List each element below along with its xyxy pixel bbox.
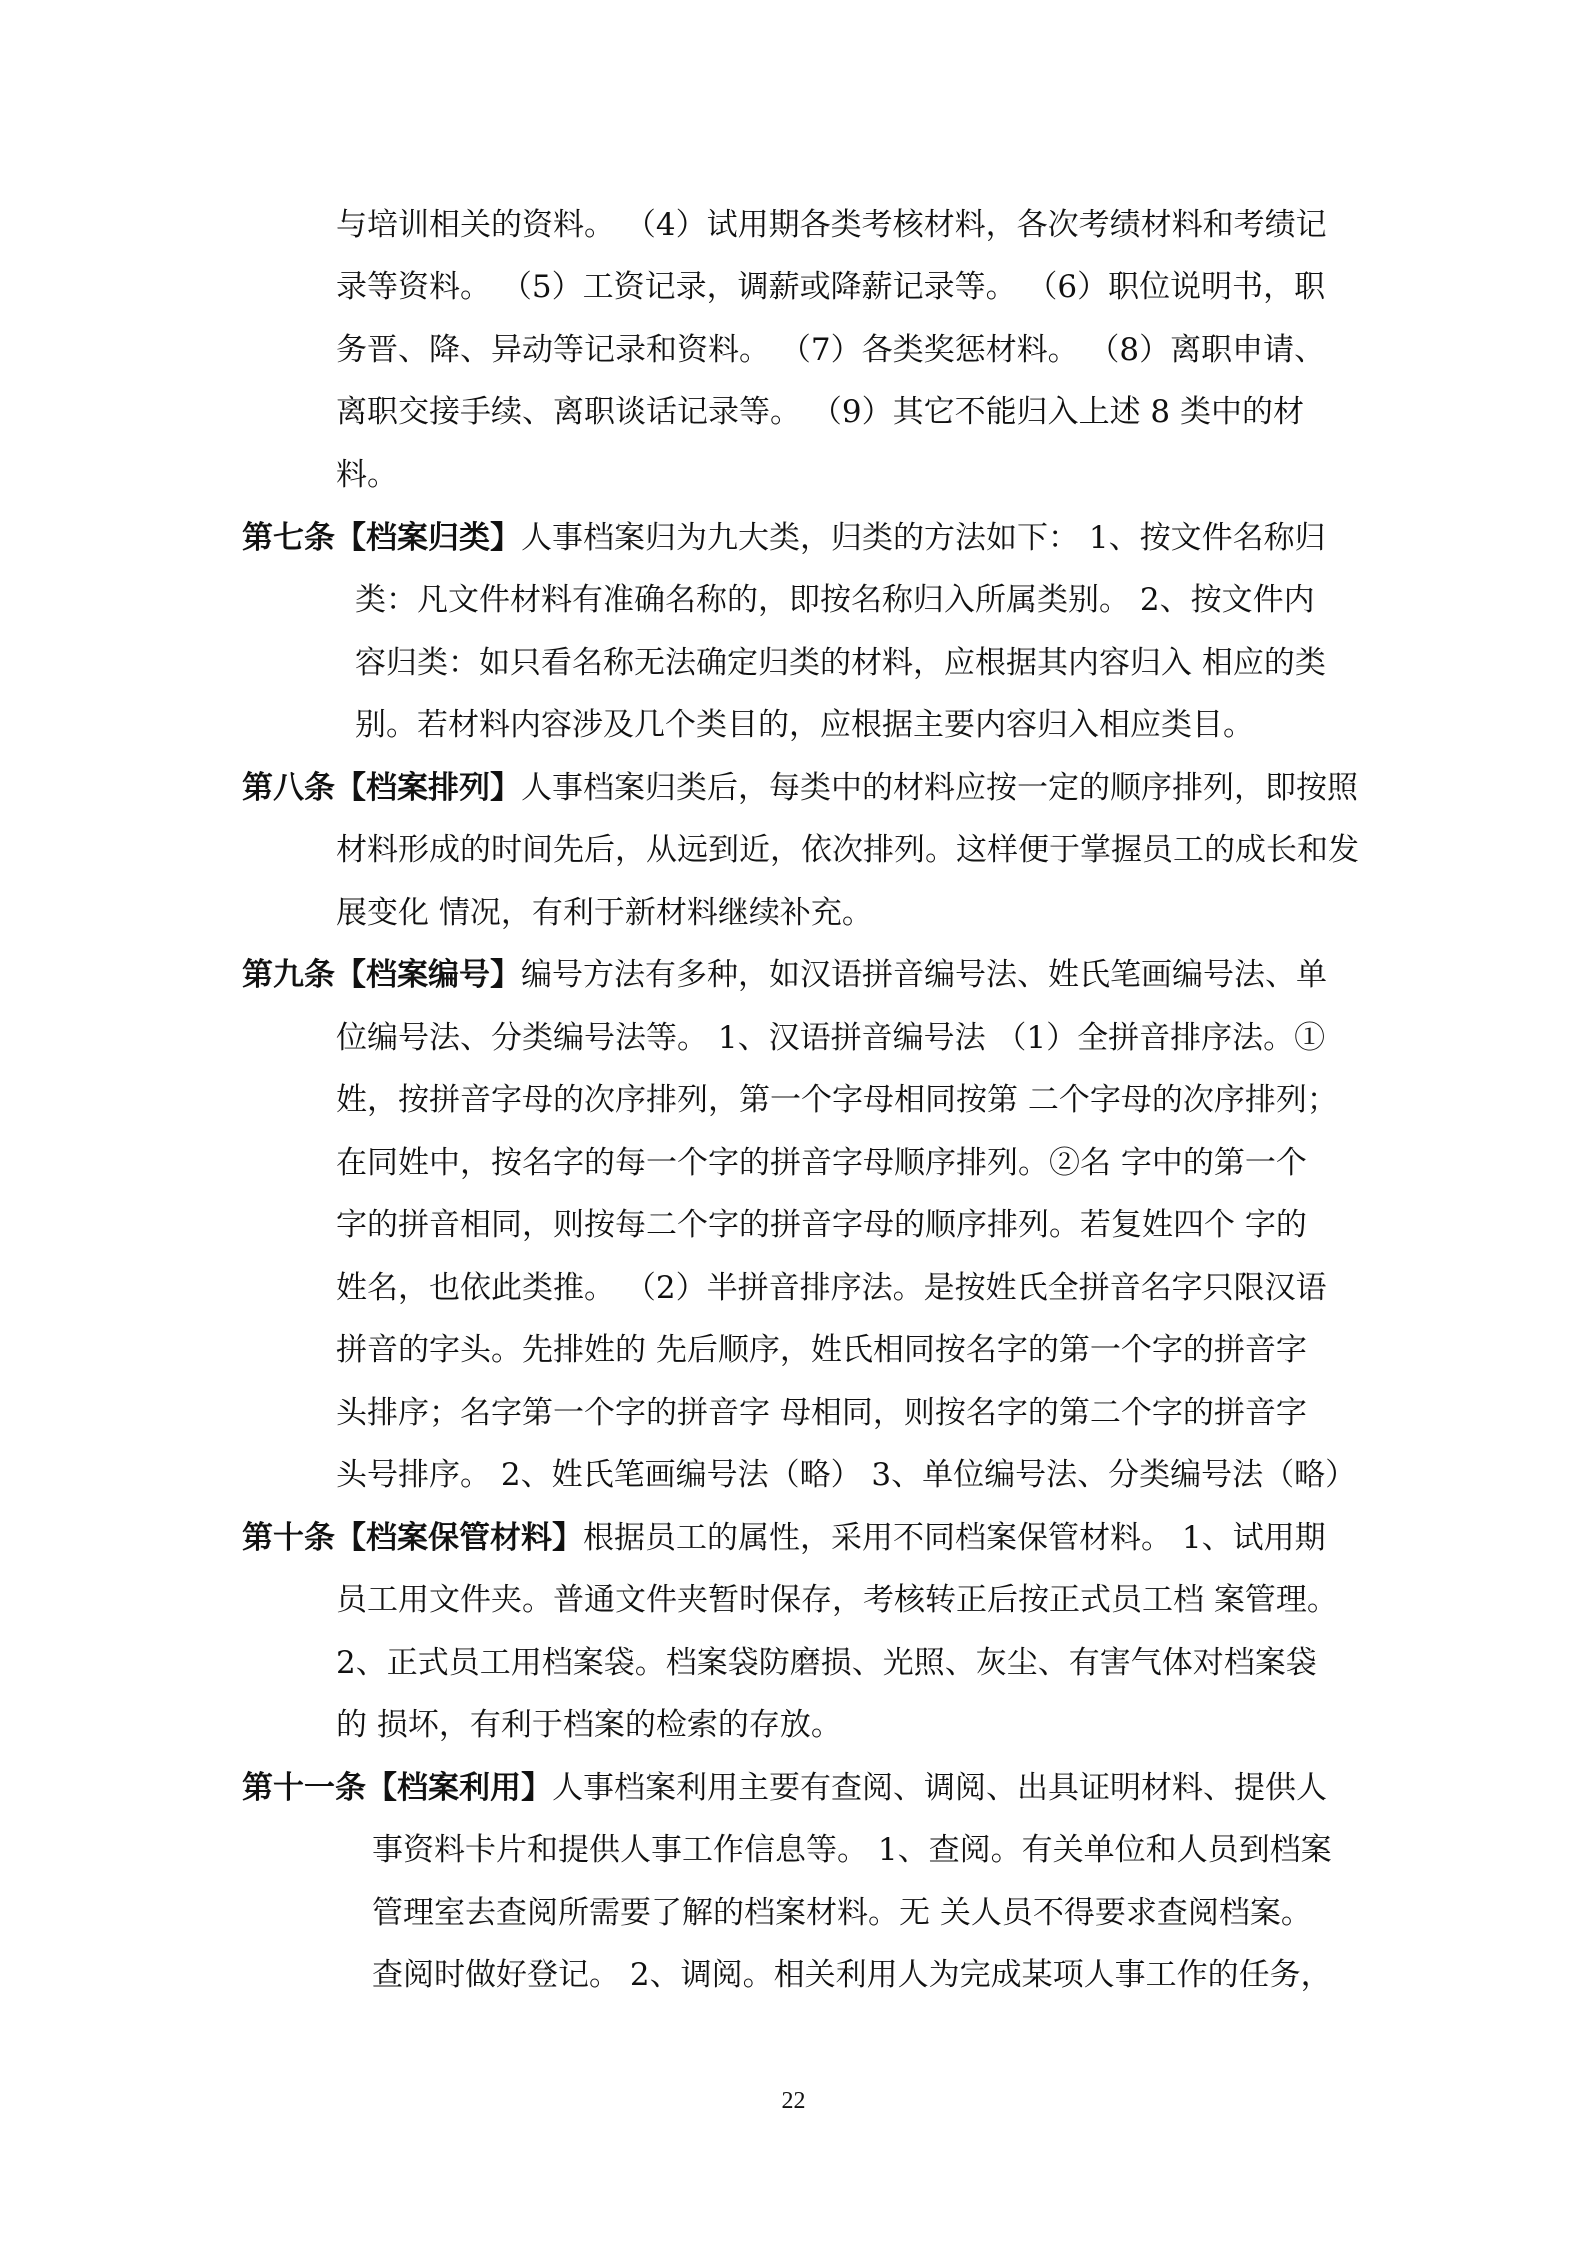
article-9-line: 头排序；名字第一个字的拼音字 母相同，则按名字的第二个字的拼音字 bbox=[336, 1395, 1307, 1431]
article-7-line: 类：凡文件材料有准确名称的，即按名称归入所属类别。 2、按文件内 bbox=[355, 582, 1315, 618]
article-9-line: 头号排序。 2、姓氏笔画编号法（略） 3、单位编号法、分类编号法（略） bbox=[336, 1457, 1357, 1493]
article-7-text: 人事档案归为九大类，归类的方法如下： 1、按文件名称归 bbox=[521, 520, 1326, 556]
article-10-first-line bbox=[242, 1518, 1326, 1558]
article-6-line: 与培训相关的资料。 （4）试用期各类考核材料，各次考绩材料和考绩记 bbox=[336, 207, 1327, 243]
article-9-line: 在同姓中，按名字的每一个字的拼音字母顺序排列。②名 字中的第一个 bbox=[336, 1145, 1307, 1181]
article-9-line: 姓名，也依此类推。 （2）半拼音排序法。是按姓氏全拼音名字只限汉语 bbox=[336, 1270, 1327, 1306]
article-10-text: 根据员工的属性，采用不同档案保管材料。 1、试用期 bbox=[583, 1520, 1326, 1556]
article-11-text: 人事档案利用主要有查阅、调阅、出具证明材料、提供人 bbox=[552, 1770, 1327, 1806]
article-11-first-line bbox=[242, 1768, 1327, 1808]
article-11-line: 事资料卡片和提供人事工作信息等。 1、查阅。有关单位和人员到档案 bbox=[372, 1832, 1332, 1868]
article-9-line: 姓，按拼音字母的次序排列，第一个字母相同按第 二个字母的次序排列； bbox=[336, 1082, 1338, 1118]
article-10-line: 的 损坏，有利于档案的检索的存放。 bbox=[336, 1707, 842, 1743]
article-7-first-line bbox=[242, 518, 1326, 558]
page-number: 22 bbox=[781, 2088, 806, 2114]
article-8-first-line bbox=[242, 768, 1358, 808]
article-8-text: 人事档案归类后，每类中的材料应按一定的顺序排列，即按照 bbox=[521, 770, 1358, 806]
article-9-first-line bbox=[242, 955, 1327, 995]
article-6-line: 录等资料。 （5）工资记录，调薪或降薪记录等。 （6）职位说明书，职 bbox=[336, 269, 1326, 305]
article-9-text: 编号方法有多种，如汉语拼音编号法、姓氏笔画编号法、单 bbox=[521, 957, 1327, 993]
article-11-line: 查阅时做好登记。 2、调阅。相关利用人为完成某项人事工作的任务， bbox=[372, 1957, 1332, 1993]
article-9-line: 字的拼音相同，则按每二个字的拼音字母的顺序排列。若复姓四个 字的 bbox=[336, 1207, 1307, 1243]
article-11-line: 管理室去查阅所需要了解的档案材料。无 关人员不得要求查阅档案。 bbox=[372, 1895, 1312, 1931]
article-7-heading: 第七条【档案归类】 bbox=[242, 520, 521, 556]
article-6-line: 离职交接手续、离职谈话记录等。 （9）其它不能归入上述 8 类中的材 bbox=[336, 394, 1305, 430]
article-10-line: 员工用文件夹。普通文件夹暂时保存，考核转正后按正式员工档 案管理。 bbox=[336, 1582, 1338, 1618]
article-10-heading: 第十条【档案保管材料】 bbox=[242, 1520, 583, 1556]
article-9-heading: 第九条【档案编号】 bbox=[242, 957, 521, 993]
article-10-line: 2、正式员工用档案袋。档案袋防磨损、光照、灰尘、有害气体对档案袋 bbox=[336, 1645, 1317, 1681]
article-6-line: 料。 bbox=[336, 457, 398, 493]
article-8-heading: 第八条【档案排列】 bbox=[242, 770, 521, 806]
article-9-line: 位编号法、分类编号法等。 1、汉语拼音编号法 （1）全拼音排序法。① bbox=[336, 1020, 1326, 1056]
article-7-line: 别。若材料内容涉及几个类目的，应根据主要内容归入相应类目。 bbox=[355, 707, 1254, 743]
article-6-line: 务晋、降、异动等记录和资料。 （7）各类奖惩材料。 （8）离职申请、 bbox=[336, 332, 1326, 368]
article-7-line: 容归类：如只看名称无法确定归类的材料，应根据其内容归入 相应的类 bbox=[355, 645, 1326, 681]
article-11-heading: 第十一条【档案利用】 bbox=[242, 1770, 552, 1806]
article-8-line: 材料形成的时间先后，从远到近，依次排列。这样便于掌握员工的成长和发 bbox=[336, 832, 1359, 868]
article-9-line: 拼音的字头。先排姓的 先后顺序，姓氏相同按名字的第一个字的拼音字 bbox=[336, 1332, 1307, 1368]
article-8-line: 展变化 情况，有利于新材料继续补充。 bbox=[336, 895, 873, 931]
